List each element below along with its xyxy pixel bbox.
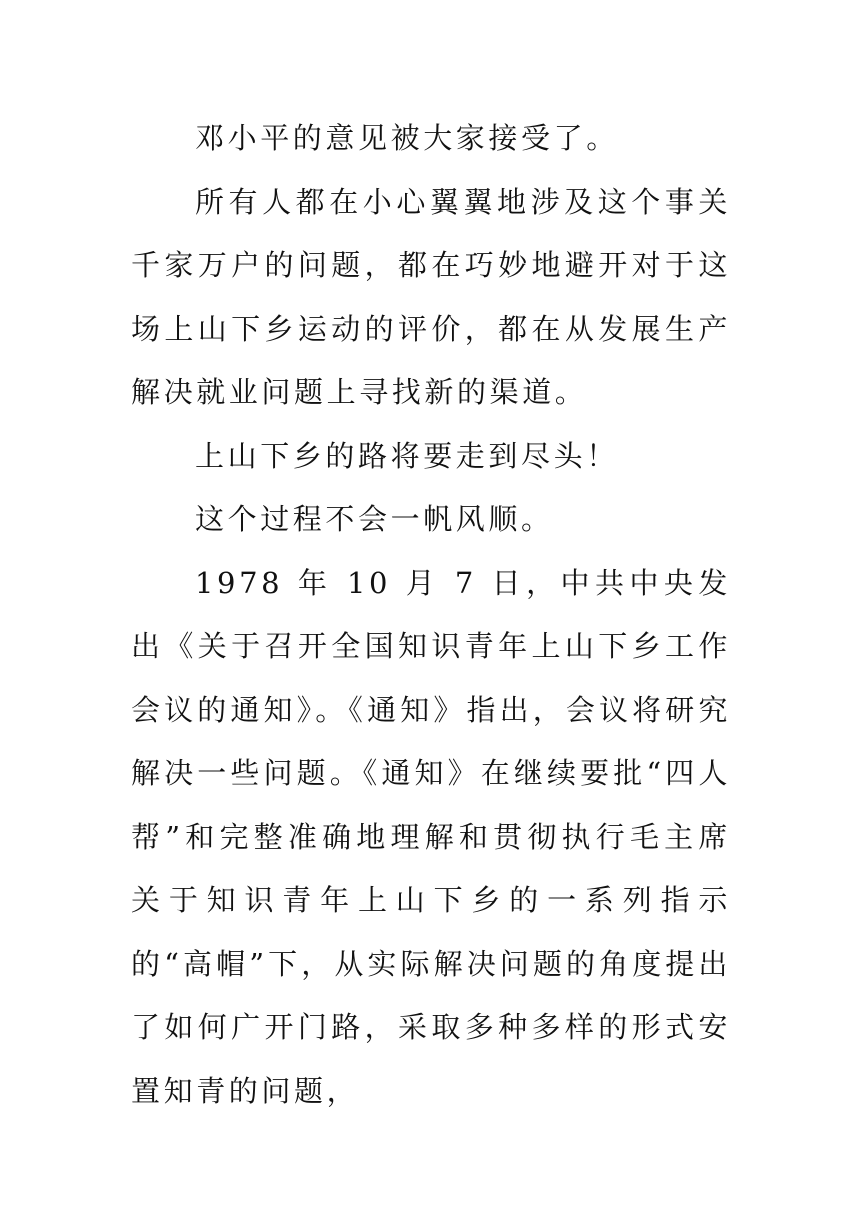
body-text <box>131 107 731 1123</box>
paragraph-2: 所有人都在小心翼翼地涉及这个事关千家万户的问题，都在巧妙地避开对于这场上山下乡运动的评价，都在从发展生产解决就业问题上寻找新的渠道。 <box>131 184 731 409</box>
paragraph-1: 邓小平的意见被大家接受了。 <box>195 121 619 155</box>
paragraph-3: 上山下乡的路将要走到尽头！ <box>195 438 619 473</box>
paragraph-4: 这个过程不会一帆风顺。 <box>195 502 554 536</box>
paragraph-5: 1978 年 10 月 7 日，中共中央发出《关于召开全国知识青年上山下乡工作会议的通知》。《通知》指出，会议将研究解决一些问题。《通知》在继续要批“四人帮”和完整准确地理解和贯彻执行毛主席关于知识青年上山下乡的一系列指示的“高帽”下，从实际解决问题的角度提出了如何广开门路，采取多种多样的形式安置知青的问题， <box>131 565 731 1108</box>
